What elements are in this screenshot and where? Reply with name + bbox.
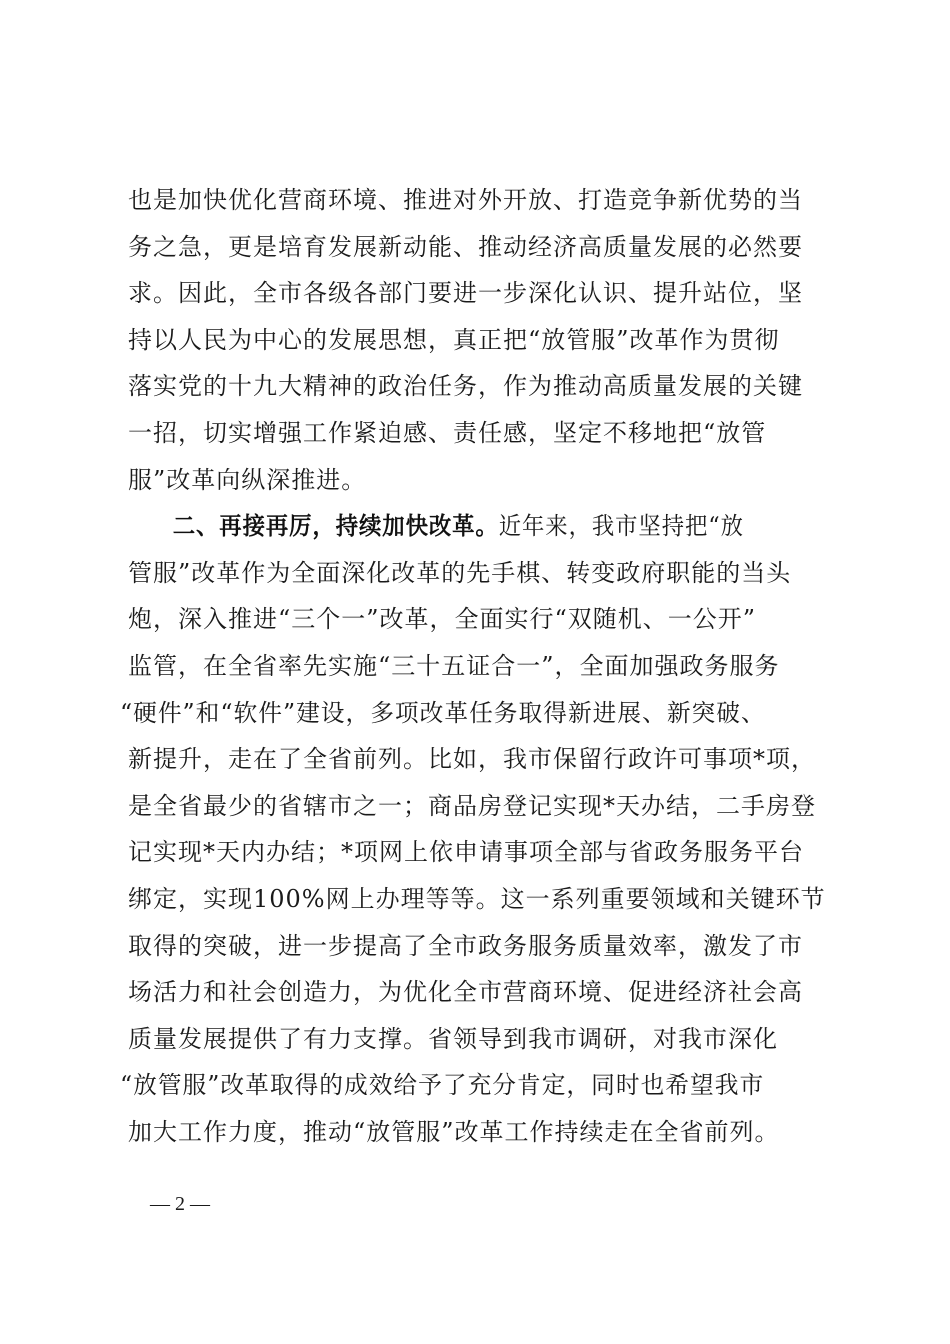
text-line: 质量发展提供了有力支撑。省领导到我市调研，对我市深化 (128, 1024, 778, 1053)
text-line: 场活力和社会创造力，为优化全市营商环境、促进经济社会高 (128, 978, 803, 1007)
section-heading: 二、再接再厉，持续加快改革。 (172, 511, 499, 541)
text-line: 是全省最少的省辖市之一；商品房登记实现*天办结，二手房登 (128, 791, 816, 820)
text-line: “硬件”和“软件”建设，多项改革任务取得新进展、新突破、 (120, 698, 766, 727)
text-line: 管服”改革作为全面深化改革的先手棋、转变政府职能的当头 (128, 558, 792, 587)
text-line: 求。因此，全市各级各部门要进一步深化认识、提升站位，坚 (128, 279, 803, 308)
text-line: 记实现*天内办结；*项网上依申请事项全部与省政务服务平台 (128, 838, 804, 867)
text-line: 服”改革向纵深推进。 (128, 465, 367, 494)
text-line: 炮，深入推进“三个一”改革，全面实行“双随机、一公开” (128, 605, 757, 634)
text-line: 务之急，更是培育发展新动能、推动经济高质量发展的必然要 (128, 232, 803, 261)
text-line: 新提升，走在了全省前列。比如，我市保留行政许可事项*项， (128, 745, 816, 774)
text-line: 加大工作力度，推动“放管服”改革工作持续走在全省前列。 (128, 1117, 780, 1146)
text-line: 一招，切实增强工作紧迫感、责任感，坚定不移地把“放管 (128, 418, 767, 447)
text-line: 持以人民为中心的发展思想，真正把“放管服”改革作为贯彻 (128, 325, 780, 354)
text-line: “放管服”改革取得的成效给予了充分肯定，同时也希望我市 (120, 1071, 765, 1100)
page-number: — 2 — (150, 1193, 210, 1215)
text-run: 近年来，我市坚持把“放 (498, 512, 744, 541)
text-line: 绑定，实现100%网上办理等等。这一系列重要领域和关键环节 (128, 884, 826, 913)
paragraph-2-first-line (128, 503, 780, 550)
body-text (120, 177, 828, 1155)
text-line: 监管，在全省率先实施“三十五证合一”，全面加强政务服务 (128, 651, 780, 680)
text-line: 取得的突破，进一步提高了全市政务服务质量效率，激发了市 (128, 931, 803, 960)
text-line: 落实党的十九大精神的政治任务，作为推动高质量发展的关键 (128, 372, 803, 401)
text-line: 也是加快优化营商环境、推进对外开放、打造竞争新优势的当 (128, 186, 803, 214)
